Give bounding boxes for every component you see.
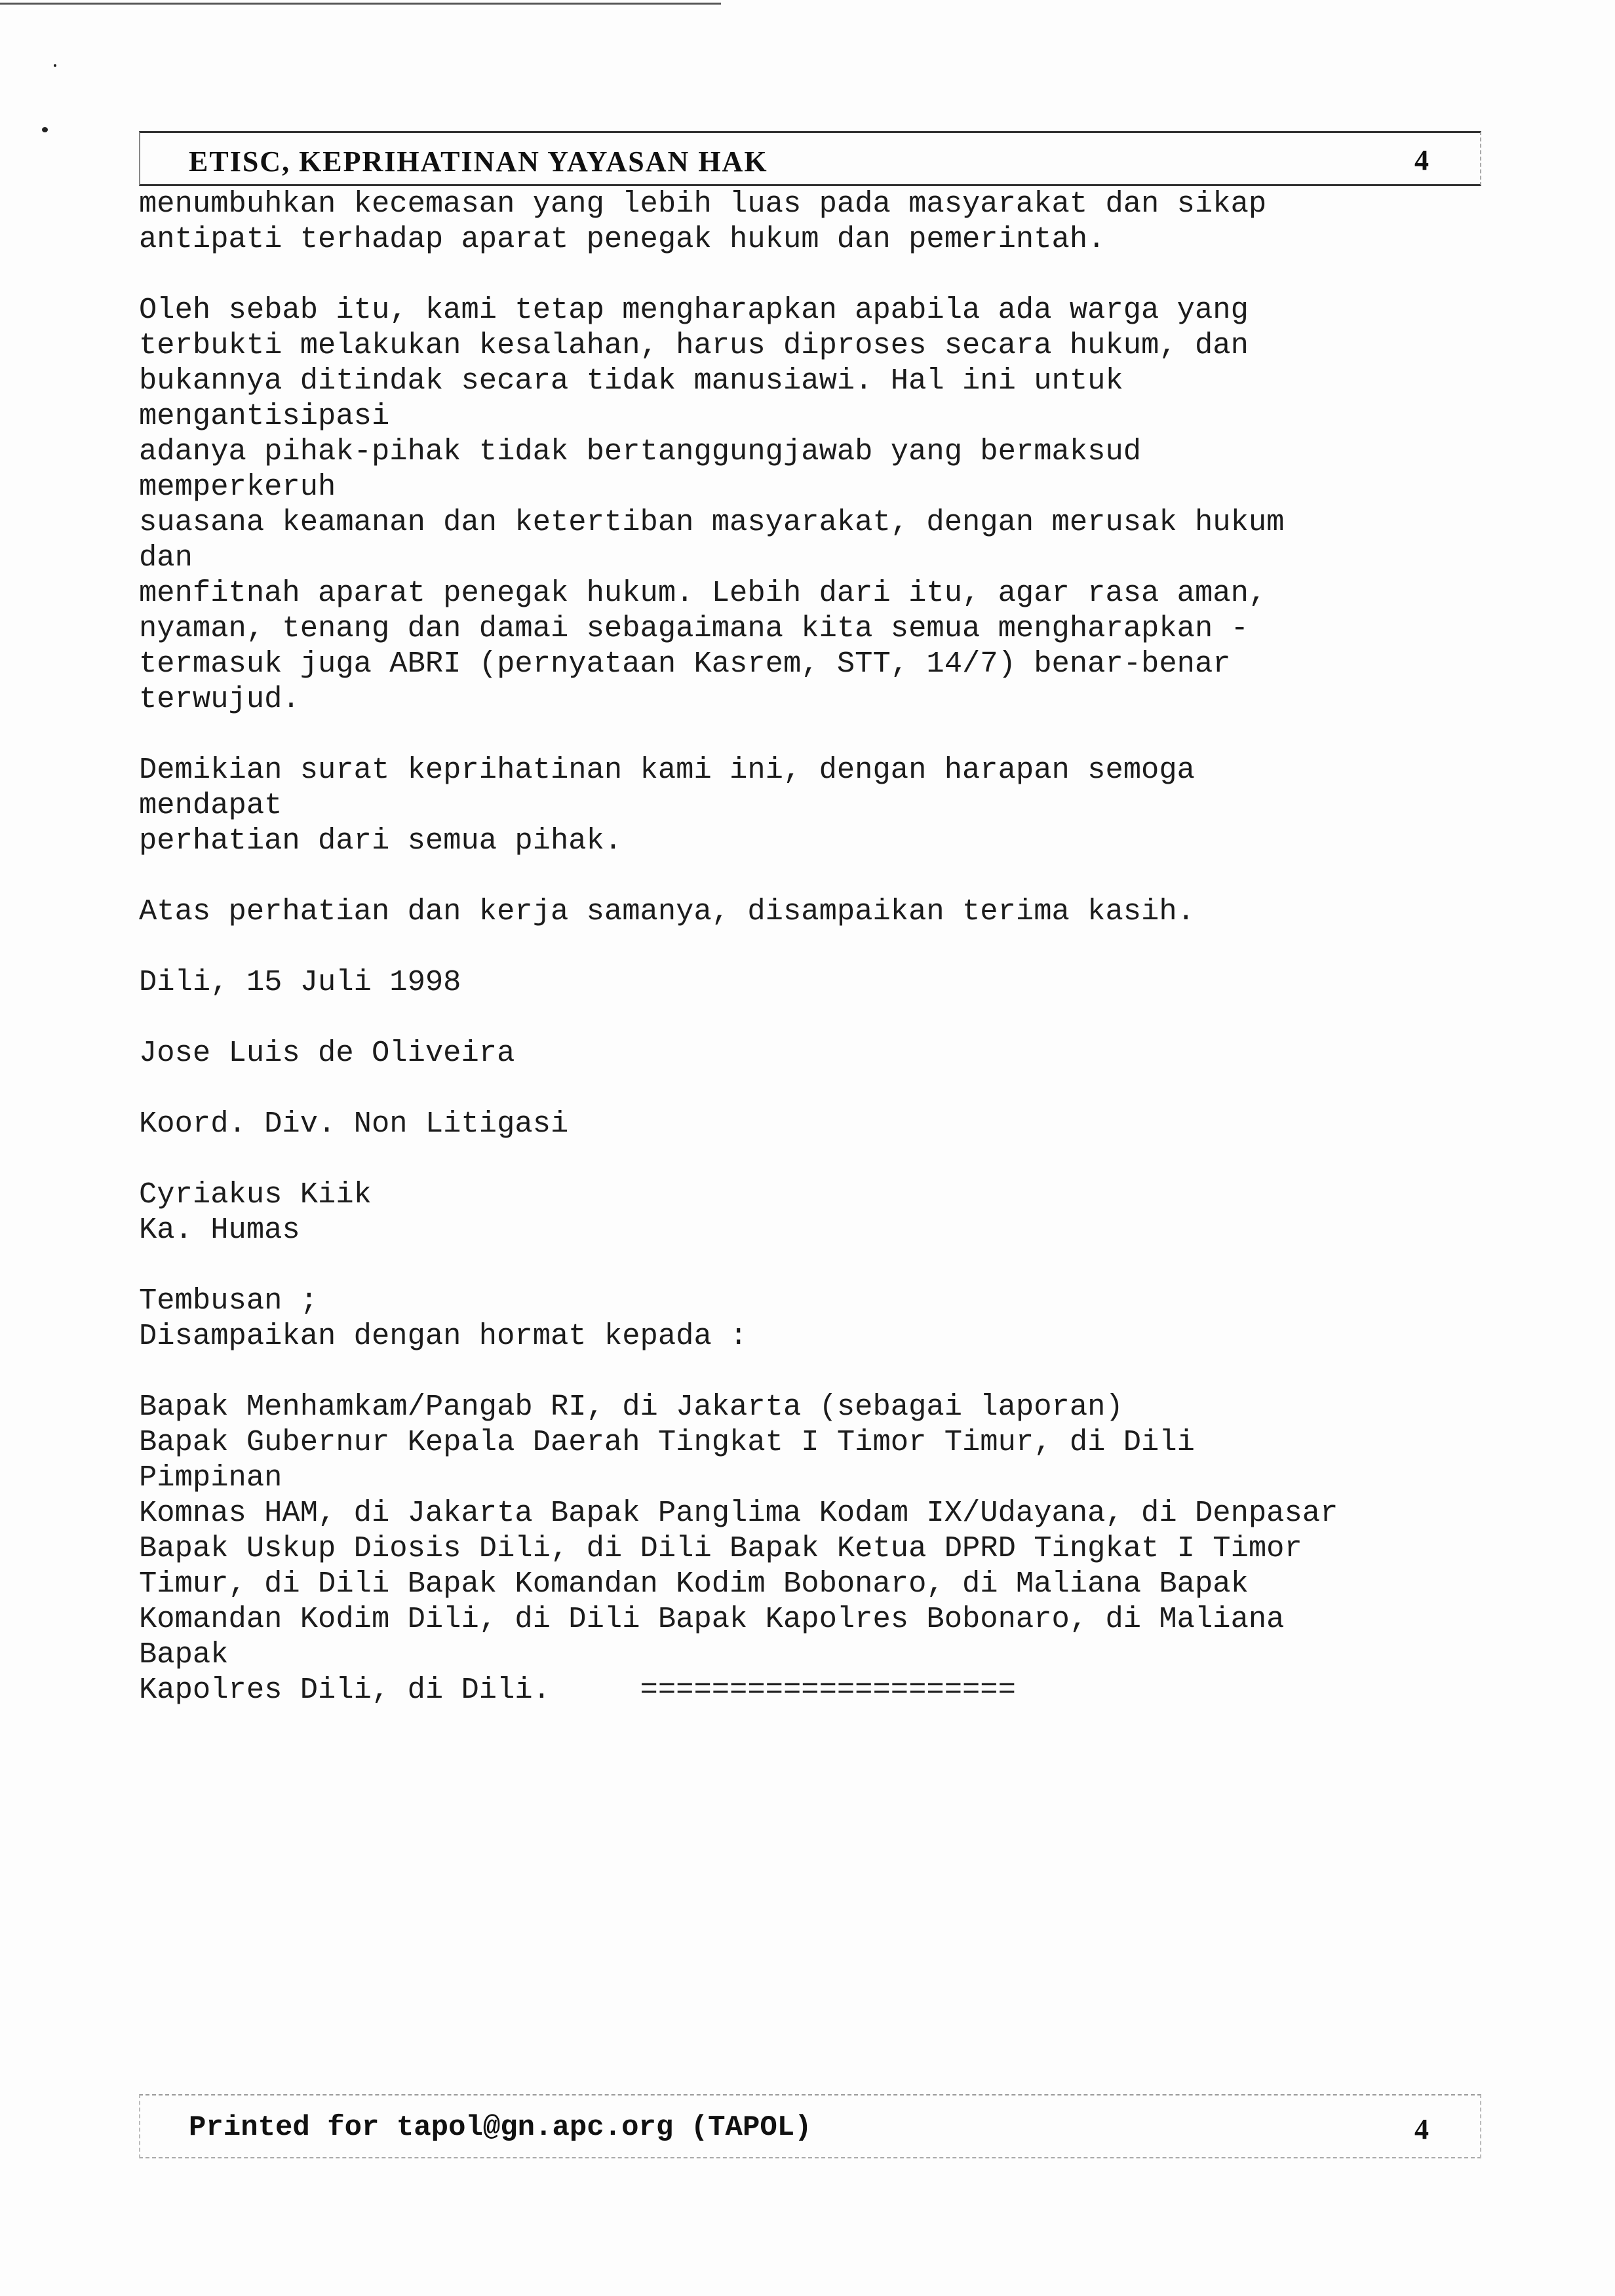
blank-line — [139, 1248, 1515, 1283]
text-line: terwujud. — [139, 682, 300, 716]
text-line: Timur, di Dili Bapak Komandan Kodim Bobonaro, di Maliana Bapak — [139, 1567, 1249, 1601]
text-line: dan — [139, 541, 193, 575]
text-line: Bapak Menhamkam/Pangab RI, di Jakarta (sebagai laporan) — [139, 1390, 1123, 1424]
scan-edge-line — [0, 3, 721, 5]
text-line: menumbuhkan kecemasan yang lebih luas pada masyarakat dan sikap — [139, 187, 1267, 221]
text-line: suasana keamanan dan ketertiban masyarakat, dengan merusak hukum — [139, 505, 1285, 539]
text-line: Bapak Gubernur Kepala Daerah Tingkat I Timor Timur, di Dili — [139, 1425, 1195, 1459]
header-title: ETISC, KEPRIHATINAN YAYASAN HAK — [189, 145, 768, 178]
blank-line — [139, 929, 1515, 965]
text-line: Bapak — [139, 1637, 229, 1672]
blank-line — [139, 1000, 1515, 1035]
blank-line — [139, 1071, 1515, 1106]
letter-body — [139, 186, 1515, 1708]
page-footer — [139, 2094, 1481, 2158]
text-line: memperkeruh — [139, 470, 336, 504]
text-line: Jose Luis de Oliveira — [139, 1036, 515, 1070]
text-line: adanya pihak-pihak tidak bertanggungjawab yang bermaksud — [139, 434, 1142, 469]
text-line: Kapolres Dili, di Dili. ===================== — [139, 1673, 1016, 1707]
text-line: Pimpinan — [139, 1461, 282, 1495]
blank-line — [139, 717, 1515, 752]
text-line: mengantisipasi — [139, 399, 390, 433]
blank-line — [139, 1354, 1515, 1389]
text-line: Cyriakus Kiik — [139, 1177, 372, 1212]
text-line: termasuk juga ABRI (pernyataan Kasrem, STT, 14/7) benar-benar — [139, 647, 1231, 681]
text-line: Ka. Humas — [139, 1213, 300, 1247]
text-line: perhatian dari semua pihak. — [139, 824, 623, 858]
text-line: Oleh sebab itu, kami tetap mengharapkan apabila ada warga yang — [139, 293, 1249, 327]
text-line: nyaman, tenang dan damai sebagaimana kita semua mengharapkan - — [139, 611, 1249, 645]
text-line: menfitnah aparat penegak hukum. Lebih dari itu, agar rasa aman, — [139, 576, 1267, 610]
blank-line — [139, 257, 1515, 292]
text-line: terbukti melakukan kesalahan, harus diproses secara hukum, dan — [139, 328, 1249, 362]
blank-line — [139, 858, 1515, 894]
page-header — [139, 131, 1481, 186]
text-line: Dili, 15 Juli 1998 — [139, 965, 461, 999]
text-line: Bapak Uskup Diosis Dili, di Dili Bapak Ketua DPRD Tingkat I Timor — [139, 1531, 1302, 1565]
text-line: mendapat — [139, 788, 282, 822]
text-line: Atas perhatian dan kerja samanya, disampaikan terima kasih. — [139, 894, 1195, 928]
footer-printed-for: Printed for tapol@gn.apc.org (TAPOL) — [189, 2111, 812, 2144]
footer-page-number: 4 — [1414, 2113, 1429, 2145]
text-line: Disampaikan dengan hormat kepada : — [139, 1319, 748, 1353]
text-line: Demikian surat keprihatinan kami ini, dengan harapan semoga — [139, 753, 1195, 787]
blank-line — [139, 1141, 1515, 1177]
header-page-number: 4 — [1414, 144, 1429, 176]
text-line: Komnas HAM, di Jakarta Bapak Panglima Kodam IX/Udayana, di Denpasar — [139, 1496, 1338, 1530]
text-line: antipati terhadap aparat penegak hukum dan pemerintah. — [139, 222, 1106, 256]
text-line: Komandan Kodim Dili, di Dili Bapak Kapolres Bobonaro, di Maliana — [139, 1602, 1285, 1636]
text-line: bukannya ditindak secara tidak manusiawi. Hal ini untuk — [139, 364, 1123, 398]
text-line: Tembusan ; — [139, 1284, 319, 1318]
scan-speck — [54, 64, 56, 67]
text-line: Koord. Div. Non Litigasi — [139, 1107, 569, 1141]
scan-speck — [42, 127, 48, 132]
